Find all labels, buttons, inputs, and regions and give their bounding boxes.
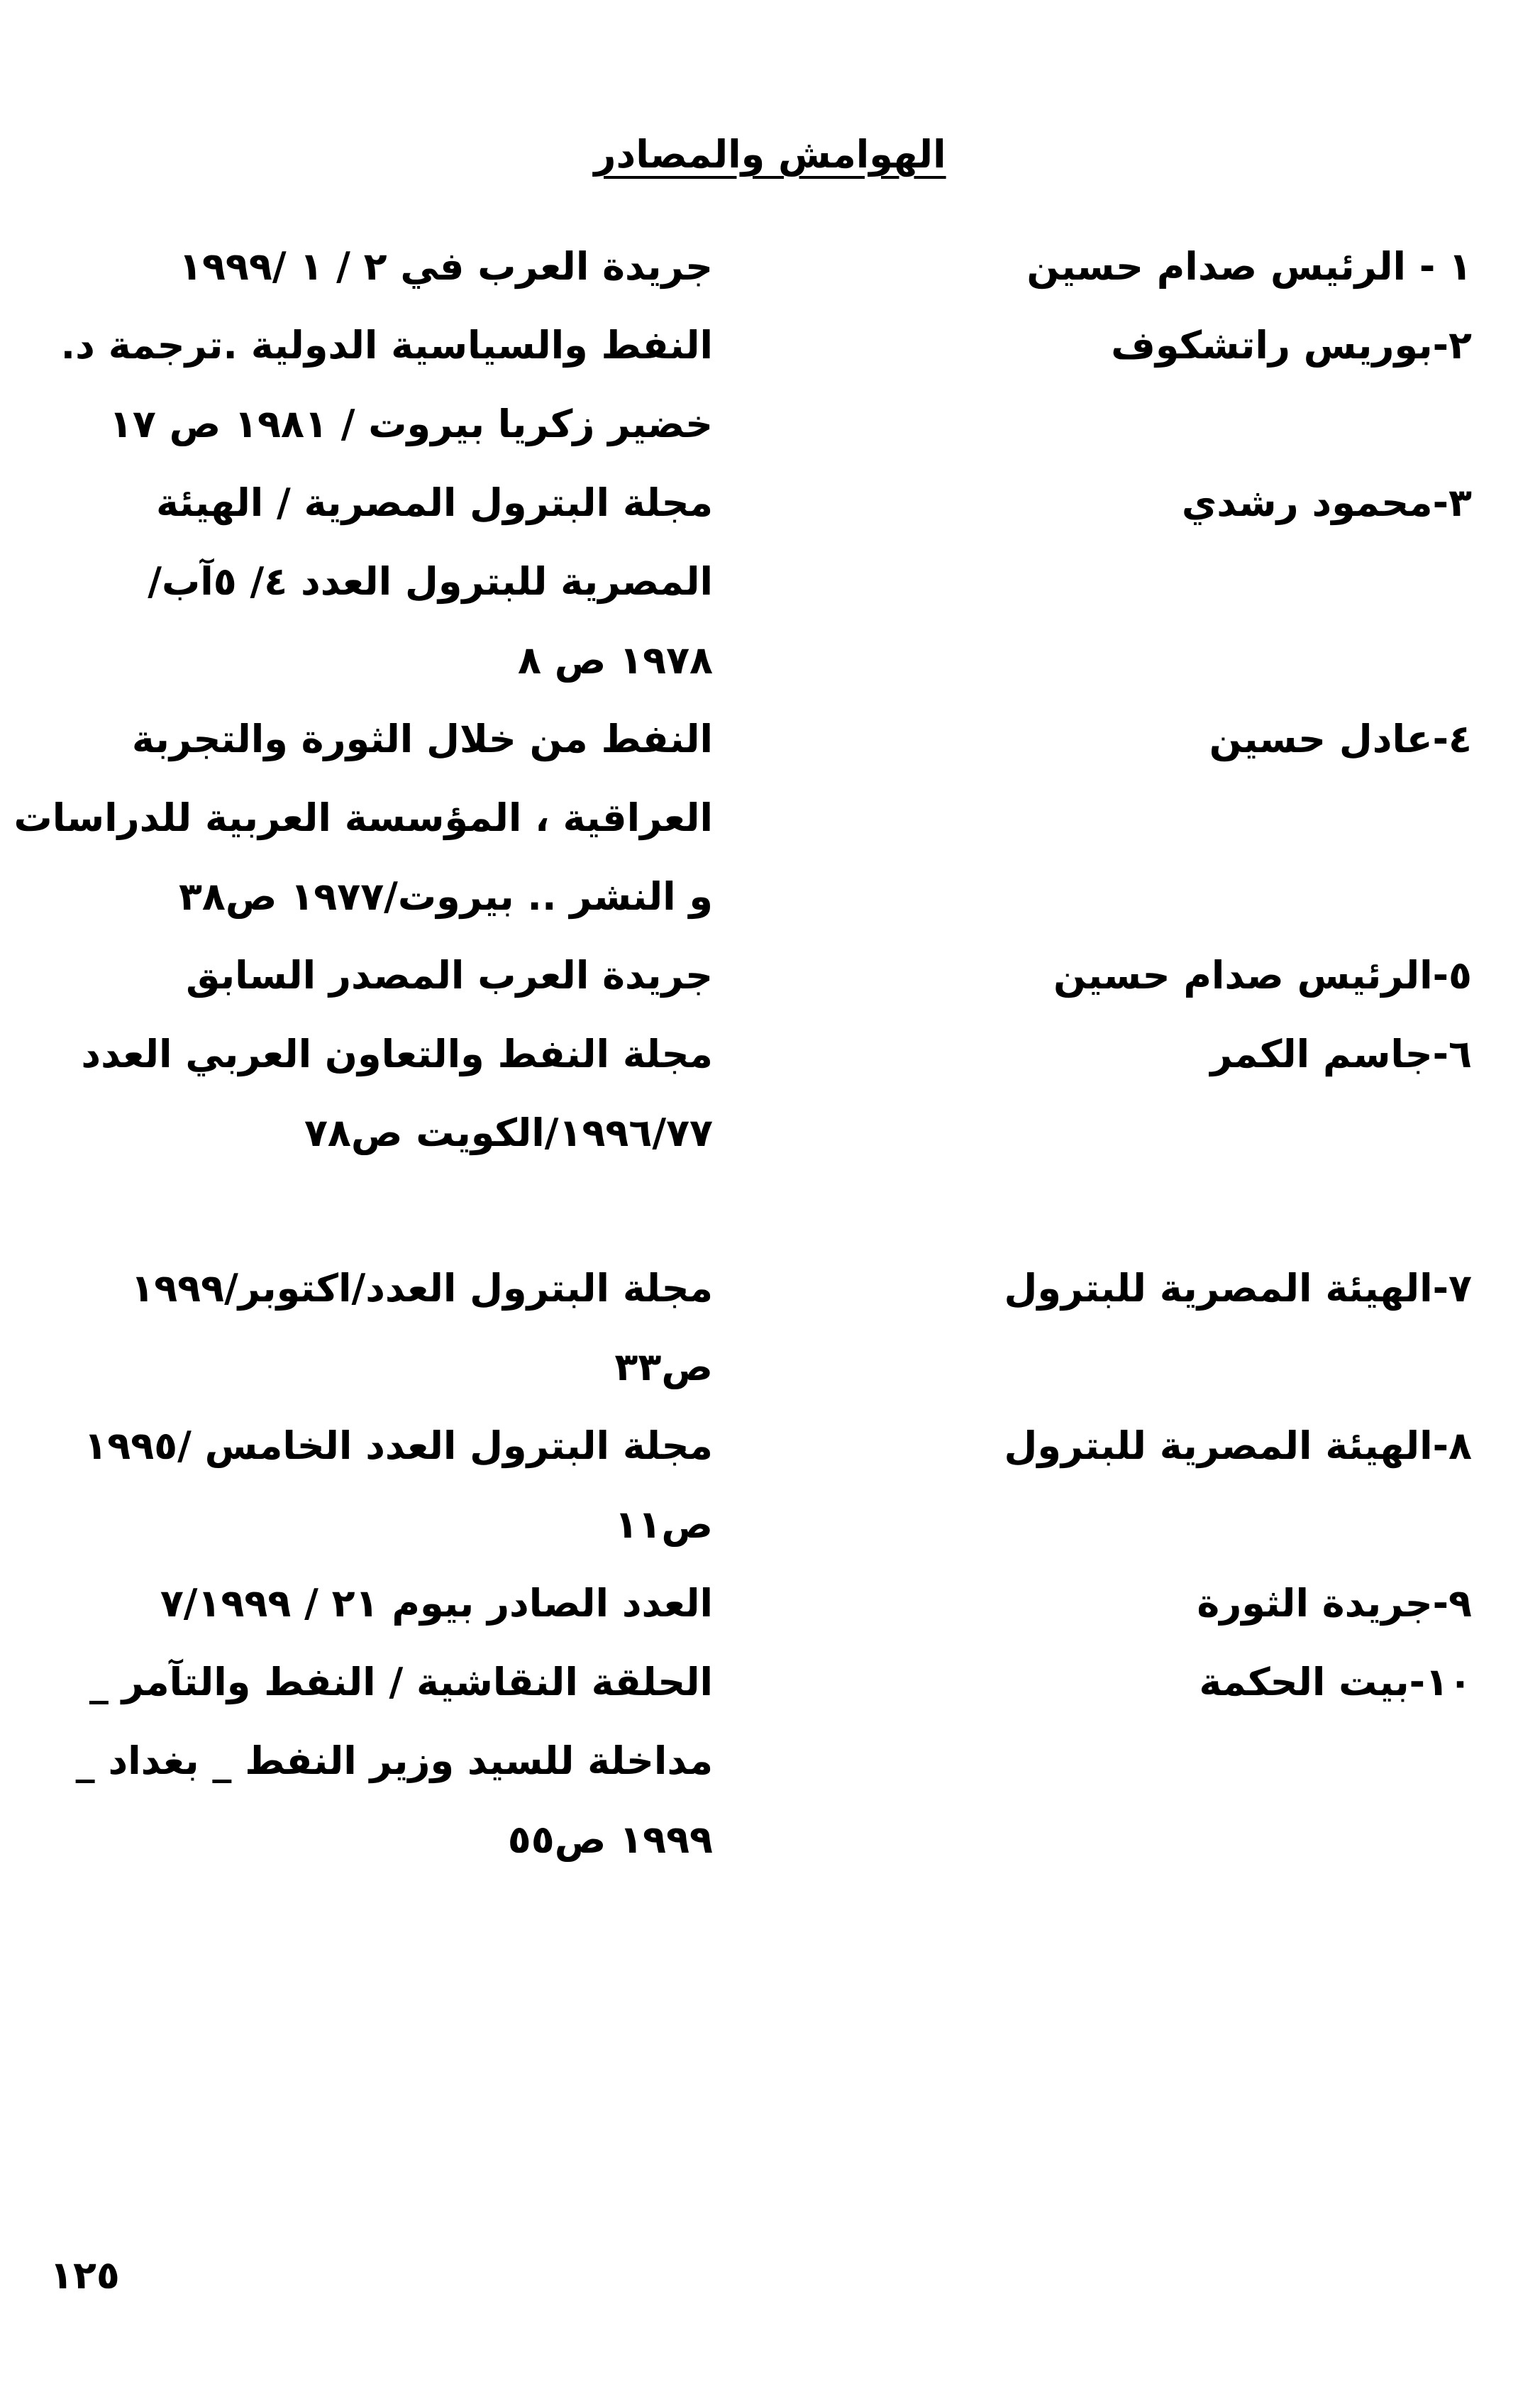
note-3-source	[110, 463, 713, 700]
note-1-source-line-1: جريدة العرب في ٢ / ١ /١٩٩٩	[178, 244, 713, 289]
note-10-source-line-2: مداخلة للسيد وزير النفط _ بغداد _	[75, 1738, 713, 1783]
note-5-author: ٥-الرئيس صدام حسين	[1053, 953, 1472, 998]
note-4-author: ٤-عادل حسين	[1209, 717, 1472, 761]
note-5-source-line-1: جريدة العرب المصدر السابق	[186, 953, 713, 998]
note-9-author: ٩-جريدة الثورة	[1197, 1581, 1472, 1626]
note-6-source-line-1: مجلة النفط والتعاون العربي العدد	[81, 1032, 713, 1076]
note-8-source-line-1: مجلة البترول العدد الخامس /١٩٩٥	[84, 1423, 713, 1468]
note-6-source	[81, 1015, 713, 1172]
note-9-source	[110, 1564, 713, 1643]
note-2-author: ٢-بوريس راتشكوف	[1111, 323, 1472, 368]
note-7-source	[110, 1249, 713, 1406]
note-10-author: ١٠-بيت الحكمة	[1199, 1660, 1472, 1704]
note-4-source-line-1: النفط من خلال الثورة والتجربة	[131, 717, 713, 761]
note-7-author: ٧-الهيئة المصرية للبترول	[1004, 1266, 1472, 1311]
page-title	[0, 132, 1540, 177]
page-title-text: الهوامش والمصادر	[594, 132, 946, 177]
note-8-source-line-2: ص١١	[614, 1502, 713, 1547]
note-2-source	[60, 306, 713, 463]
note-6-author: ٦-جاسم الكمر	[1210, 1032, 1472, 1076]
note-10-source	[75, 1643, 713, 1879]
note-3-source-line-1: مجلة البترول المصرية / الهيئة	[155, 480, 713, 525]
note-9-source-line-1: العدد الصادر بيوم ٢١ / ٧/١٩٩٩	[160, 1581, 713, 1626]
note-4-source-line-2: العراقية ، المؤسسة العربية للدراسات	[13, 795, 713, 840]
note-8-source	[84, 1406, 713, 1564]
note-6-source-line-2: ١٩٩٦/٧٧/الكويت ص٧٨	[304, 1110, 713, 1155]
note-1-author: ١ - الرئيس صدام حسين	[1026, 244, 1472, 289]
note-2-source-line-1: النفط والسياسية الدولية .ترجمة د.	[60, 323, 713, 368]
notes-list	[0, 227, 1540, 1930]
note-4-source-line-3: و النشر .. بيروت/١٩٧٧ ص٣٨	[178, 874, 713, 919]
note-3-author: ٣-محمود رشدي	[1181, 480, 1472, 525]
page-number: ١٢٥	[50, 2253, 120, 2298]
note-10-source-line-3: ١٩٩٩ ص٥٥	[507, 1817, 713, 1862]
note-7-source-line-1: مجلة البترول العدد/اكتوبر/١٩٩٩	[131, 1266, 713, 1311]
note-4-source	[13, 700, 713, 936]
note-1-source	[110, 227, 713, 306]
note-2-source-line-2: خضير زكريا بيروت / ١٩٨١ ص ١٧	[109, 402, 713, 446]
note-3-source-line-3: ١٩٧٨ ص ٨	[517, 638, 713, 683]
note-3-source-line-2: المصرية للبترول العدد ٤/ ٥آب/	[148, 559, 713, 604]
note-8-author: ٨-الهيئة المصرية للبترول	[1004, 1423, 1472, 1468]
note-7-source-line-2: ص٣٣	[614, 1345, 713, 1389]
note-5-source	[110, 936, 713, 1015]
note-10-source-line-1: الحلقة النقاشية / النفط والتآمر _	[89, 1660, 713, 1704]
